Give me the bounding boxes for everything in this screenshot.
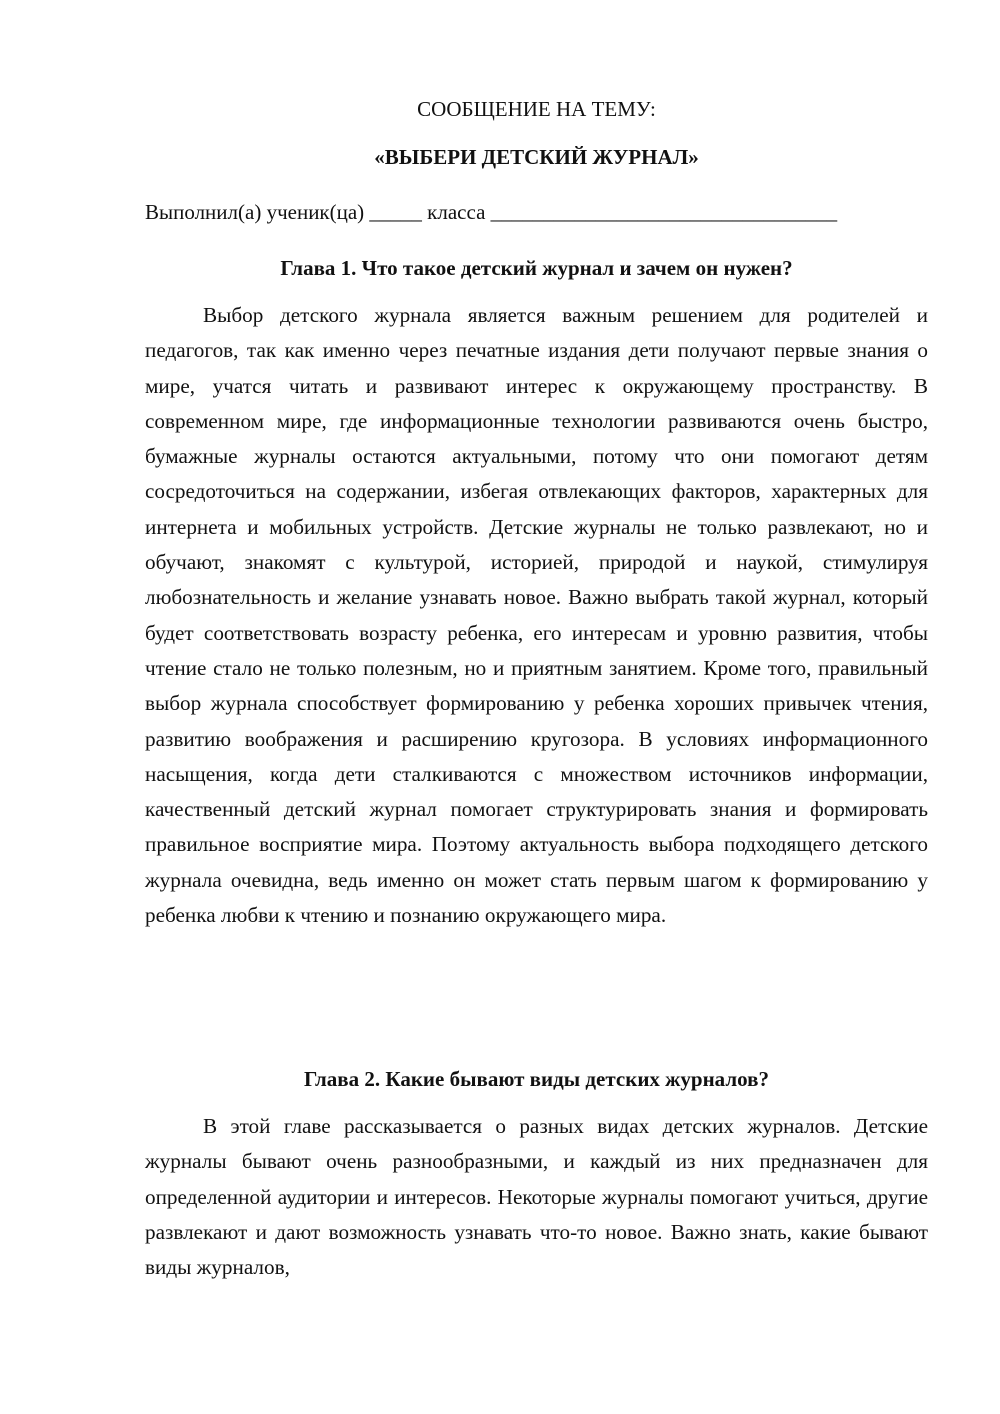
- author-class-line: Выполнил(а) ученик(ца) _____ класса _________________________________: [145, 200, 838, 224]
- document-title-line2: «ВЫБЕРИ ДЕТСКИЙ ЖУРНАЛ»: [374, 145, 699, 169]
- chapter-1-paragraph: Выбор детского журнала является важным решением для родителей и педагогов, так как именно через печатные издания дети получают первые знания о мире, учатся читать и развивают интерес к окружающему пространству. В современном мире, где информационные технологии развиваются очень быстро, бумажные журналы остаются актуальными, потому что они помогают детям сосредоточиться на содержании, избегая отвлекающих факторов, характерных для интернета и мобильных устройств. Детские журналы не только развлекают, но и обучают, знакомят с культурой, историей, природой и наукой, стимулируя любознательность и желание узнавать новое. Важно выбрать такой журнал, который будет соответствовать возрасту ребенка, его интересам и уровню развития, чтобы чтение стало не только полезным, но и приятным занятием. Кроме того, правильный выбор журнала способствует формированию у ребенка хороших привычек чтения, развитию воображения и расширению кругозора. В условиях информационного насыщения, когда дети сталкиваются с множеством источников информации, качественный детский журнал помогает структурировать знания и формировать правильное восприятие мира. Поэтому актуальность выбора подходящего детского журнала очевидна, ведь именно он может стать первым шагом к формированию у ребенка любви к чтению и познанию окружающего мира.: [145, 303, 928, 928]
- chapter-2-paragraph: В этой главе рассказывается о разных видах детских журналов. Детские журналы бывают очень разнообразными, и каждый из них предназначен для определенной аудитории и интересов. Некоторые журналы помогают учиться, другие развлекают и дают возможность узнавать что-то новое. Важно знать, какие бывают виды журналов,: [145, 1114, 928, 1280]
- document-title-line1: СООБЩЕНИЕ НА ТЕМУ:: [417, 97, 656, 121]
- chapter-1-heading: Глава 1. Что такое детский журнал и зачем он нужен?: [280, 256, 793, 280]
- chapter-2-heading: Глава 2. Какие бывают виды детских журналов?: [304, 1067, 769, 1091]
